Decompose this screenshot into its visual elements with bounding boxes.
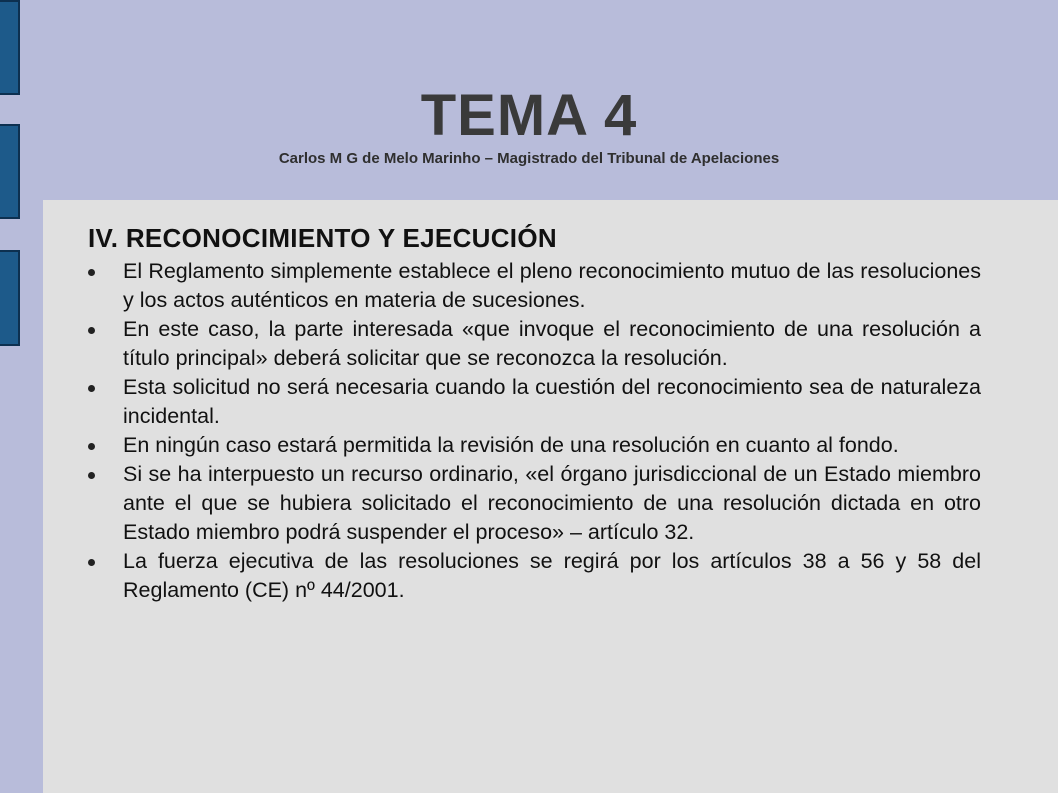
bullet-dot-icon <box>88 443 95 450</box>
bullet-item <box>88 547 981 605</box>
bullet-text: Esta solicitud no será necesaria cuando la cuestión del reconocimiento sea de naturaleza incidental. <box>123 375 981 428</box>
bullet-dot-icon <box>88 559 95 566</box>
slide-subtitle: Carlos M G de Melo Marinho – Magistrado del Tribunal de Apelaciones <box>278 150 780 167</box>
bullet-item <box>88 431 981 460</box>
bullet-item <box>88 315 981 373</box>
bullet-text: Si se ha interpuesto un recurso ordinario, «el órgano jurisdiccional de un Estado miembro ante el que se hubiera solicitado el reconocimiento de una resolución dictada en otro Estado miembro podrá suspender el proceso» – artículo 32. <box>123 462 981 544</box>
bullet-item <box>88 373 981 431</box>
bullet-text: El Reglamento simplemente establece el pleno reconocimiento mutuo de las resoluciones y los actos auténticos en materia de sucesiones. <box>123 259 981 312</box>
bullet-item <box>88 257 981 315</box>
bullet-dot-icon <box>88 327 95 334</box>
slide-header <box>0 0 1058 200</box>
slide-title: TEMA 4 <box>420 83 638 148</box>
decorative-side-bar-3 <box>0 250 20 346</box>
bullet-text: La fuerza ejecutiva de las resoluciones se regirá por los artículos 38 a 56 y 58 del Reglamento (CE) nº 44/2001. <box>123 549 981 602</box>
bullet-text: En este caso, la parte interesada «que invoque el reconocimiento de una resolución a título principal» deberá solicitar que se reconozca la resolución. <box>123 317 981 370</box>
bullet-dot-icon <box>88 269 95 276</box>
slide-content-panel <box>43 200 1058 793</box>
bullet-dot-icon <box>88 472 95 479</box>
bullet-list <box>88 257 981 605</box>
bullet-dot-icon <box>88 385 95 392</box>
bullet-text: En ningún caso estará permitida la revisión de una resolución en cuanto al fondo. <box>123 433 899 457</box>
bullet-item <box>88 460 981 547</box>
section-heading: IV. RECONOCIMIENTO Y EJECUCIÓN <box>88 223 557 253</box>
